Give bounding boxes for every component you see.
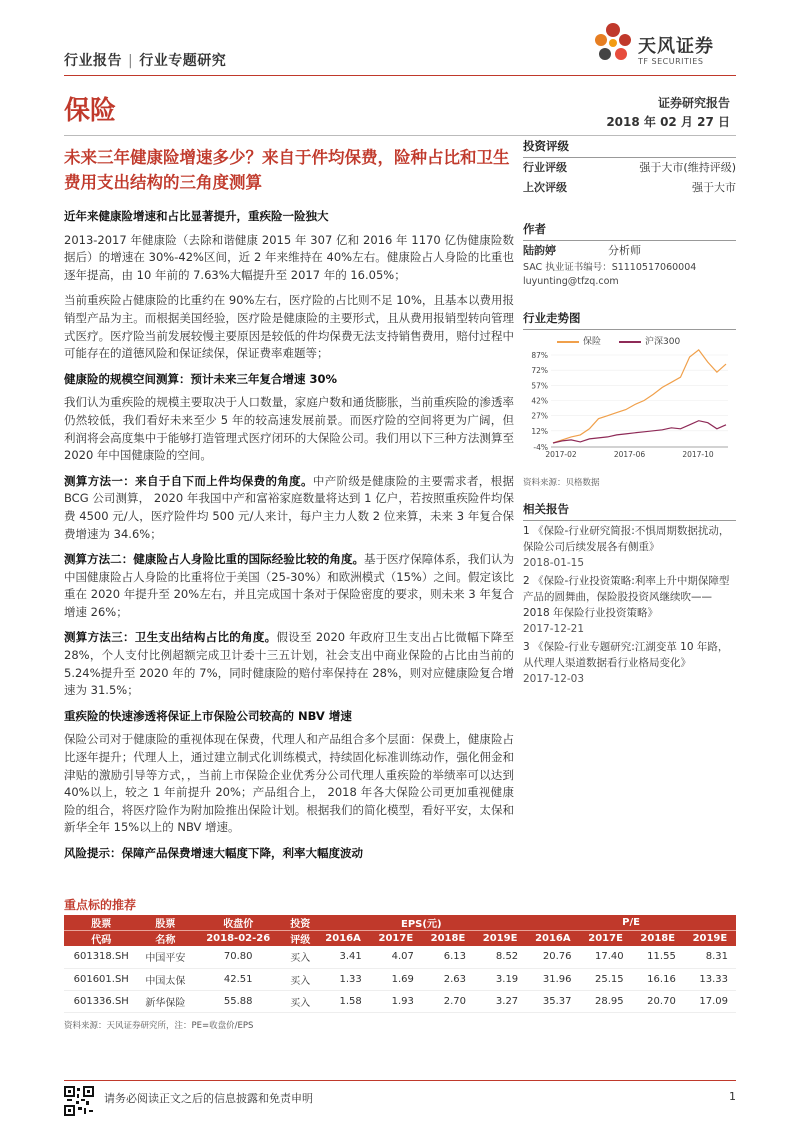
table-cell: 35.37: [526, 990, 579, 1012]
table-source: 资料来源：天风证券研究所，注：PE=收盘价/EPS: [64, 1021, 254, 1031]
analyst-email[interactable]: luyunting@tfzq.com: [523, 276, 619, 287]
analyst-name: 陆韵婷: [523, 244, 556, 257]
related-date: 2017-12-03: [523, 673, 585, 685]
table-cell: 42.51: [192, 968, 284, 990]
table-cell: 25.15: [580, 968, 632, 990]
related-title[interactable]: 1 《保险-行业研究简报:不惧周期数据扰动，保险公司后续发展各有侧重》: [523, 525, 730, 553]
legend-swatch: [557, 341, 579, 343]
related-heading: 相关报告: [523, 498, 736, 521]
method-body: 假设至 2020 年政府卫生支出占比微幅下降至 28%，个人支付比例超额完成卫计委十三五计划，社会支出中商业保险的占比由当前的 5.24%提升至 2020 年的 7%，同时健康险的赔付率保持在 28%，则对应健康险复合增速为 31.5%；: [64, 630, 515, 698]
table-cell: 4.07: [370, 946, 422, 968]
rating-heading: 投资评级: [523, 135, 736, 158]
col-subheader: 代码: [64, 931, 138, 947]
table-cell: 2.63: [422, 968, 474, 990]
related-report-1[interactable]: [523, 523, 736, 571]
prev-rating-row: [523, 178, 736, 198]
method-body: 基于医疗保障体系，我们认为中国健康险占人身险的比重将位于美国（25-30%）和欧洲模式（15%）之间。假定该比重在 2020 年提升至 20%左右，并且完成国十条对于保险密度的要求，则未来 3 年复合增速 26%；: [64, 552, 515, 619]
industry-rating-label: 行业评级: [523, 161, 567, 174]
table-cell: 3.27: [474, 990, 526, 1012]
industry-rating-value: 强于大市(维持评级): [639, 161, 736, 174]
prev-rating-label: 上次评级: [523, 181, 567, 194]
table-cell: 1.93: [370, 990, 422, 1012]
method-1-paragraph: [64, 473, 514, 543]
related-reports: [523, 498, 736, 687]
related-report-2[interactable]: [523, 573, 736, 637]
table-cell: 17.40: [580, 946, 632, 968]
table-cell: 16.16: [632, 968, 684, 990]
x-tick-label: 2017-06: [613, 450, 646, 459]
col-subheader: 2017E: [580, 931, 632, 947]
col-header: 股票: [64, 915, 138, 931]
y-tick-label: 57%: [531, 381, 548, 391]
col-header: 股票: [138, 915, 192, 931]
series-line: [553, 421, 726, 443]
chart-legend: [557, 334, 736, 347]
table-subheader-row: [64, 931, 736, 947]
y-tick-label: 42%: [531, 396, 548, 406]
logo-text-cn: 天风证券: [638, 36, 714, 57]
legend-item-insurance: [557, 334, 601, 347]
table-cell: 601601.SH: [64, 968, 138, 990]
trend-chart: [523, 334, 736, 470]
section-heading: 近年来健康险增速和占比显著提升，重疾险一险独大: [64, 209, 329, 223]
table-cell: 31.96: [526, 968, 579, 990]
x-tick-label: 2017-10: [682, 450, 714, 459]
logo-text-en: TF SECURITIES: [638, 57, 704, 66]
section-heading: 重疾险的快速渗透将保证上市保险公司较高的 NBV 增速: [64, 708, 352, 723]
table-header-row: [64, 915, 736, 931]
prev-rating-value: 强于大市: [692, 181, 736, 194]
col-header-eps: EPS(元): [316, 915, 526, 931]
logo-flower-icon: [590, 20, 636, 66]
table-body: [64, 946, 736, 1012]
risk-warning: 风险提示：保障产品保费增速大幅度下降，利率大幅度波动: [64, 846, 363, 860]
method-heading: 测算方法一：来自于自下而上件均保费的角度。: [64, 473, 313, 488]
table-row: [64, 990, 736, 1012]
table-cell: 1.33: [316, 968, 369, 990]
table-row: [64, 968, 736, 990]
y-tick-label: 72%: [531, 366, 548, 376]
page-number: 1: [729, 1090, 736, 1103]
col-header-pe: P/E: [526, 915, 736, 931]
paragraph: 2013-2017 年健康险（去除和谐健康 2015 年 307 亿和 2016 年 1170 亿伪健康险数据后）的增速在 30%-42%区间，近 2 年来维持在 40%左右。健康险占人身险的比重也逐年提高，由 10 年前的 7.63%大幅提升至 2017 年的 16.05%；: [64, 232, 514, 282]
col-header: 投资: [284, 915, 316, 931]
legend-swatch: [619, 341, 641, 343]
table-cell: 3.41: [316, 946, 369, 968]
table-cell: 1.69: [370, 968, 422, 990]
table-cell: 20.70: [632, 990, 684, 1012]
section-heading: 健康险的规模空间测算：预计未来三年复合增速 30%: [64, 371, 338, 386]
footer-divider: [64, 1080, 736, 1081]
table-cell: 8.31: [684, 946, 736, 968]
col-subheader: 2019E: [684, 931, 736, 947]
col-subheader: 2016A: [526, 931, 579, 947]
main-content: [64, 208, 514, 869]
col-subheader: 评级: [284, 931, 316, 947]
y-tick-label: 87%: [531, 351, 548, 360]
sidebar: [523, 135, 736, 687]
footer-disclaimer: 请务必阅读正文之后的信息披露和免责申明: [104, 1092, 313, 1105]
table-cell: 3.19: [474, 968, 526, 990]
col-subheader: 2019E: [474, 931, 526, 947]
method-heading: 测算方法三：卫生支出结构占比的角度。: [64, 630, 277, 645]
paragraph: 保险公司对于健康险的重视体现在保费，代理人和产品组合多个层面：保费上，健康险占比逐年提升；代理人上，通过建立制式化训练模式，持续固化标准训练动作，强化佣金和津贴的激励引导等方式，，当前上市保险企业优秀分公司代理人重疾险的举绩率可以达到 40%以上，较之 1 年前提升 20%；产品组合上， 2018 年各大保险公司更加重视健康险的组合，将医疗险作为附加险推出保险计划。根据我们的简化模型，看好平安，太保和新华全年 15%以上的 NBV 增速。: [64, 732, 514, 835]
sector-name: 保险: [64, 96, 117, 126]
table-cell: 601336.SH: [64, 990, 138, 1012]
legend-label: 沪深300: [645, 337, 681, 347]
table-cell: 13.33: [684, 968, 736, 990]
chart-heading: 行业走势图: [523, 307, 736, 330]
y-tick-label: 27%: [531, 411, 548, 421]
table-cell: 20.76: [526, 946, 579, 968]
table-cell: 中国太保: [138, 968, 192, 990]
col-subheader: 2017E: [370, 931, 422, 947]
method-3-paragraph: [64, 629, 514, 699]
x-tick-label: 2017-02: [545, 450, 577, 459]
category-separator: |: [128, 53, 134, 69]
legend-item-csi300: [619, 334, 680, 347]
col-subheader: 2018E: [422, 931, 474, 947]
series-line: [553, 350, 726, 443]
related-title[interactable]: 3 《保险-行业专题研究:江湖变革 10 年路，从代理人渠道数据看行业格局变化》: [523, 641, 729, 669]
table-title: 重点标的推荐: [64, 898, 137, 912]
author-heading: 作者: [523, 218, 736, 241]
method-2-paragraph: [64, 551, 514, 621]
header-divider: [64, 75, 736, 76]
company-logo: [590, 20, 740, 70]
chart-source: 资料来源：贝格数据: [523, 478, 600, 488]
table-cell: 新华保险: [138, 990, 192, 1012]
table-cell: 11.55: [632, 946, 684, 968]
col-subheader: 2018-02-26: [192, 931, 284, 947]
table-cell: 2.70: [422, 990, 474, 1012]
paragraph: 我们认为重疾险的规模主要取决于人口数量，家庭户数和通货膨胀，当前重疾险的渗透率仍然较低，我们看好未来至少 5 年的较高速发展前景。而医疗险的空间将更为广阔，但利润将会高度集中于能够打造管理式医疗闭环的大保险公司。我们用以下三种方法测算至 2020 年中国健康险的空间。: [64, 395, 514, 463]
table-cell: 70.80: [192, 946, 284, 968]
y-tick-label: -4%: [533, 443, 548, 452]
y-tick-label: 12%: [531, 426, 548, 436]
analyst-title: 分析师: [608, 244, 641, 257]
method-heading: 测算方法二：健康险占人身险比重的国际经验比较的角度。: [64, 552, 365, 567]
col-header: 收盘价: [192, 915, 284, 931]
table-cell: 1.58: [316, 990, 369, 1012]
table-cell: 17.09: [684, 990, 736, 1012]
industry-rating-row: [523, 158, 736, 178]
category-label: 行业报告: [64, 53, 122, 69]
col-subheader: 2018E: [632, 931, 684, 947]
table-cell: 买入: [284, 990, 316, 1012]
table-cell: 买入: [284, 968, 316, 990]
report-title: 未来三年健康险增速多少？来自于件均保费，险种占比和卫生费用支出结构的三角度测算: [64, 148, 510, 192]
table-cell: 601318.SH: [64, 946, 138, 968]
sac-number: SAC 执业证书编号：S1110517060004: [523, 262, 697, 273]
table-cell: 55.88: [192, 990, 284, 1012]
related-report-3[interactable]: [523, 639, 736, 687]
recommendation-table: [64, 915, 736, 1013]
legend-label: 保险: [583, 337, 602, 347]
qr-code-icon: [64, 1086, 94, 1116]
col-subheader: 2016A: [316, 931, 369, 947]
method-body: 中产阶级是健康险的主要需求者，根据 BCG 公司测算， 2020 年我国中产和富裕家庭数量将达到 1 亿户，若按照重疾险件均保费 4500 元/人，医疗险件均 500 元/人来计，每户主力人数 2 位来算，未来 3 年复合保费增速为 34.6%；: [64, 473, 515, 541]
report-type: 证券研究报告: [657, 96, 730, 110]
table-row: [64, 946, 736, 968]
col-subheader: 名称: [138, 931, 192, 947]
analyst-row: [523, 241, 736, 261]
related-title[interactable]: 2 《保险-行业投资策略:利率上升中期保障型产品的圆舞曲，保险股投资风继续吹——2018 年保险行业投资策略》: [523, 575, 730, 619]
related-date: 2018-01-15: [523, 557, 585, 569]
paragraph: 当前重疾险占健康险的比重约在 90%左右，医疗险的占比则不足 10%，且基本以费用报销型产品为主。而根据美国经验，医疗险是健康险的主要形式，且从费用报销型转向管理式医疗。医疗险当前发展较慢主要原因是较低的件均保费无法支持销售费用，赔付过程中可能存在的道德风险和保证续保，保证费率难题等；: [64, 293, 514, 361]
table-cell: 8.52: [474, 946, 526, 968]
table-cell: 中国平安: [138, 946, 192, 968]
related-date: 2017-12-21: [523, 623, 585, 635]
subcategory-label: 行业专题研究: [139, 53, 227, 69]
table-cell: 买入: [284, 946, 316, 968]
report-category: [64, 50, 226, 70]
line-chart-svg: [523, 347, 736, 467]
table-cell: 6.13: [422, 946, 474, 968]
table-cell: 28.95: [580, 990, 632, 1012]
report-date: 2018 年 02 月 27 日: [606, 115, 730, 129]
